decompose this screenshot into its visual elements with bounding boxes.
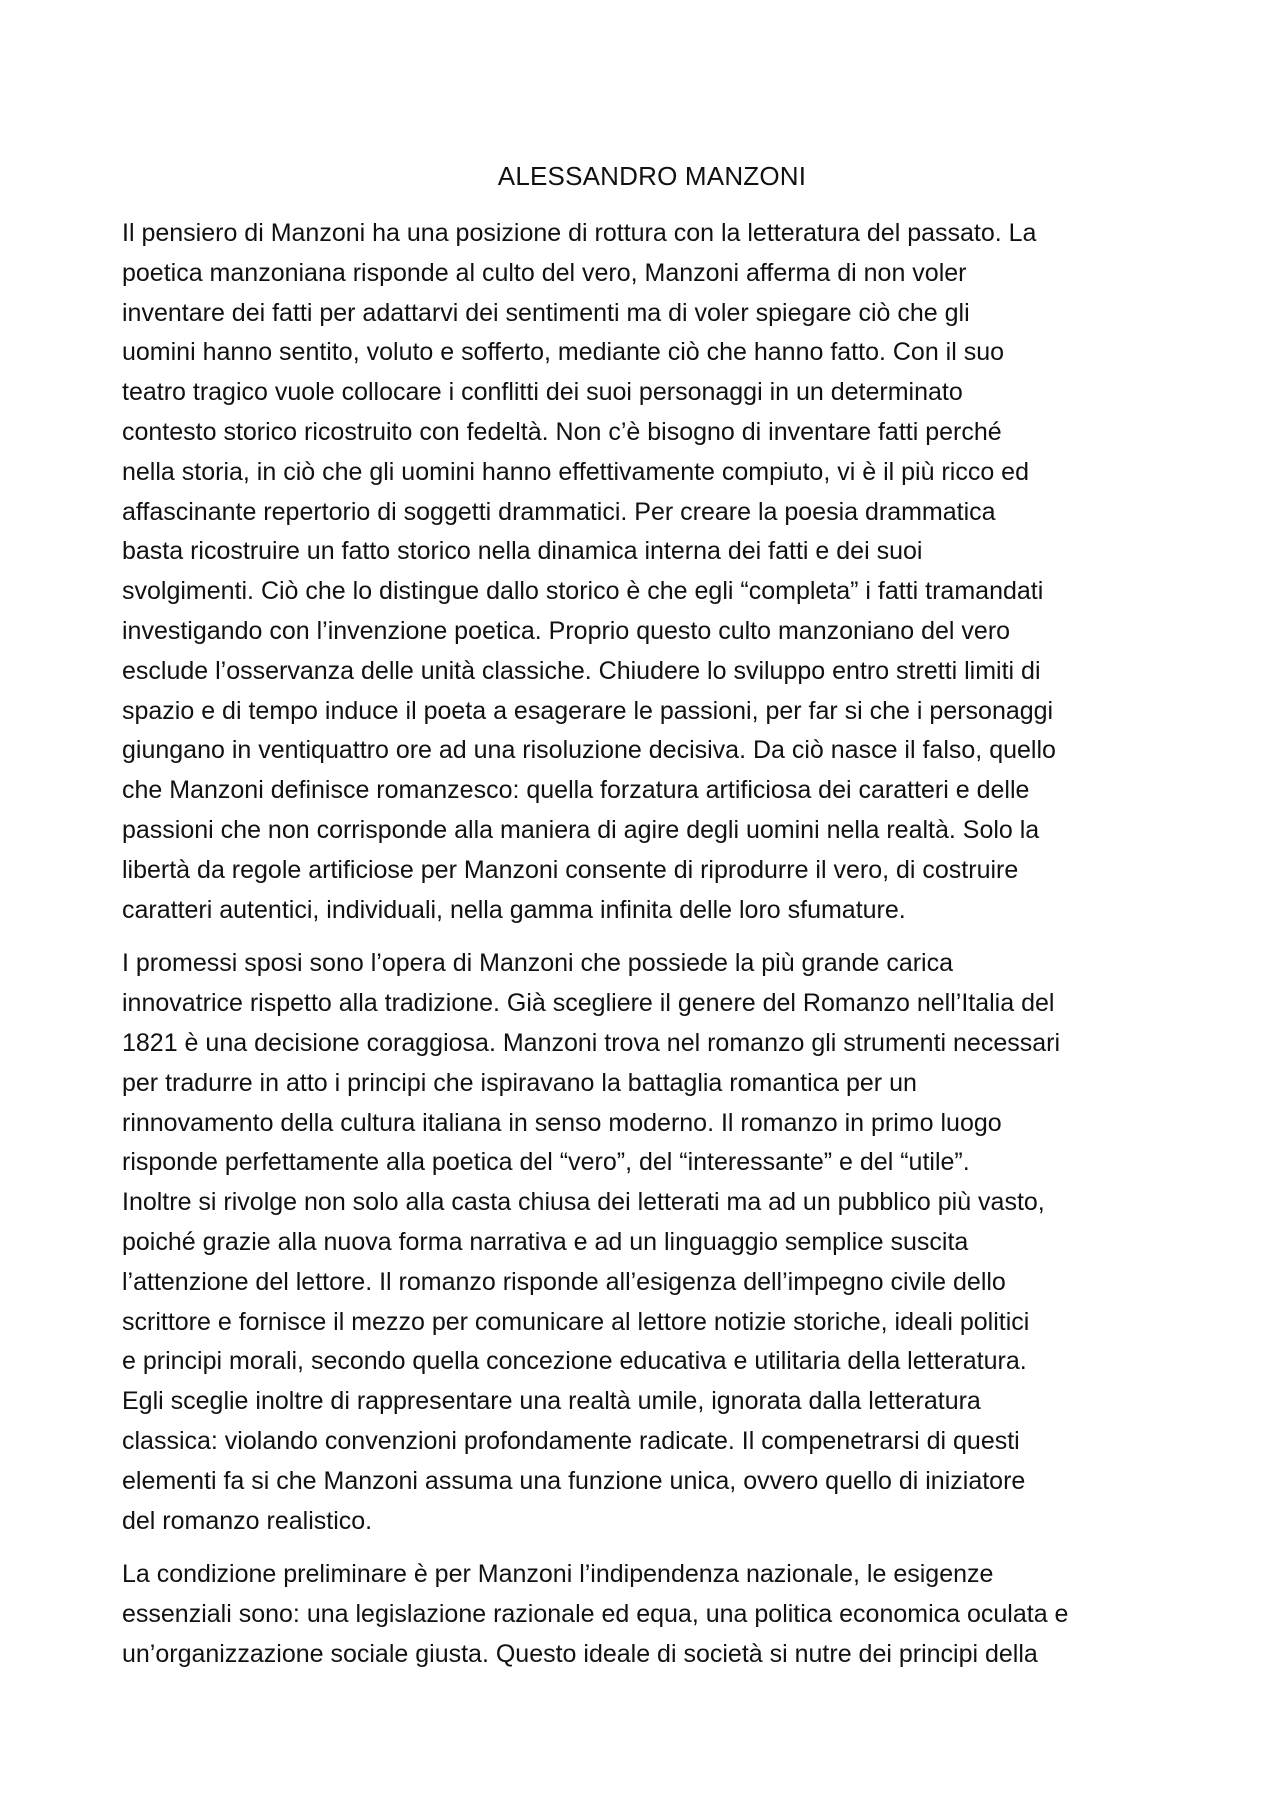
text-line: rinnovamento della cultura italiana in senso moderno. Il romanzo in primo luogo — [122, 1108, 1002, 1137]
text-line: svolgimenti. Ciò che lo distingue dallo storico è che egli “completa” i fatti tramandati — [122, 577, 1044, 606]
text-line: esclude l’osservanza delle unità classiche. Chiudere lo sviluppo entro stretti limiti di — [122, 656, 1041, 685]
text-line: poiché grazie alla nuova forma narrativa e ad un linguaggio semplice suscita — [122, 1227, 969, 1256]
text-line: l’attenzione del lettore. Il romanzo risponde all’esigenza dell’impegno civile dello — [122, 1267, 1006, 1296]
text-line: teatro tragico vuole collocare i conflitti dei suoi personaggi in un determinato — [122, 378, 963, 407]
text-line: nella storia, in ciò che gli uomini hanno effettivamente compiuto, vi è il più ricco ed — [122, 457, 1029, 486]
text-line: caratteri autentici, individuali, nella gamma infinita delle loro sfumature. — [122, 895, 906, 924]
text-line: scrittore e fornisce il mezzo per comunicare al lettore notizie storiche, ideali politici — [122, 1307, 1030, 1336]
text-line: uomini hanno sentito, voluto e sofferto, mediante ciò che hanno fatto. Con il suo — [122, 338, 1005, 367]
text-line: per tradurre in atto i principi che ispiravano la battaglia romantica per un — [122, 1068, 917, 1097]
text-line: classica: violando convenzioni profondamente radicate. Il compenetrarsi di questi — [122, 1426, 1020, 1455]
document-body — [122, 214, 1162, 1689]
text-line: Il pensiero di Manzoni ha una posizione di rottura con la letteratura del passato. La — [122, 219, 1037, 247]
text-line: I promessi sposi sono l’opera di Manzoni che possiede la più grande carica — [122, 949, 954, 978]
text-line: 1821 è una decisione coraggiosa. Manzoni trova nel romanzo gli strumenti necessari — [122, 1028, 1061, 1057]
text-line: libertà da regole artificiose per Manzoni consente di riprodurre il vero, di costruire — [122, 855, 1019, 884]
text-line: e principi morali, secondo quella concezione educativa e utilitaria della letteratura. — [122, 1347, 1027, 1376]
text-line: contesto storico ricostruito con fedeltà. Non c’è bisogno di inventare fatti perché — [122, 417, 1002, 446]
paragraph-1 — [122, 214, 1162, 930]
text-line: Egli sceglie inoltre di rappresentare una realtà umile, ignorata dalla letteratura — [122, 1387, 981, 1416]
text-line: investigando con l’invenzione poetica. Proprio questo culto manzoniano del vero — [122, 616, 1011, 645]
text-line: giungano in ventiquattro ore ad una risoluzione decisiva. Da ciò nasce il falso, quello — [122, 736, 1056, 765]
text-line: un’organizzazione sociale giusta. Questo ideale di società si nutre dei principi della — [122, 1639, 1038, 1668]
text-line: basta ricostruire un fatto storico nella dinamica interna dei fatti e dei suoi — [122, 537, 923, 566]
text-line: affascinante repertorio di soggetti drammatici. Per creare la poesia drammatica — [122, 497, 996, 526]
text-line: poetica manzoniana risponde al culto del vero, Manzoni afferma di non voler — [122, 258, 967, 287]
text-line: essenziali sono: una legislazione razionale ed equa, una politica economica oculata e — [122, 1600, 1069, 1629]
paragraph-3 — [122, 1555, 1162, 1674]
text-line: Inoltre si rivolge non solo alla casta chiusa dei letterati ma ad un pubblico più vasto, — [122, 1188, 1045, 1217]
text-line: innovatrice rispetto alla tradizione. Già scegliere il genere del Romanzo nell’Italia del — [122, 989, 1055, 1018]
text-line: risponde perfettamente alla poetica del “vero”, del “interessante” e del “utile”. — [122, 1148, 970, 1177]
text-line: elementi fa si che Manzoni assuma una funzione unica, ovvero quello di iniziatore — [122, 1466, 1026, 1495]
text-line: del romanzo realistico. — [122, 1506, 373, 1535]
text-line: La condizione preliminare è per Manzoni l’indipendenza nazionale, le esigenze — [122, 1560, 994, 1589]
text-line: che Manzoni definisce romanzesco: quella forzatura artificiosa dei caratteri e delle — [122, 776, 1030, 805]
paragraph-2 — [122, 944, 1162, 1541]
text-line: inventare dei fatti per adattarvi dei sentimenti ma di voler spiegare ciò che gli — [122, 298, 970, 327]
text-line: spazio e di tempo induce il poeta a esagerare le passioni, per far si che i personaggi — [122, 696, 1054, 725]
text-line: passioni che non corrisponde alla maniera di agire degli uomini nella realtà. Solo la — [122, 815, 1040, 844]
document-title: ALESSANDRO MANZONI — [497, 161, 807, 191]
